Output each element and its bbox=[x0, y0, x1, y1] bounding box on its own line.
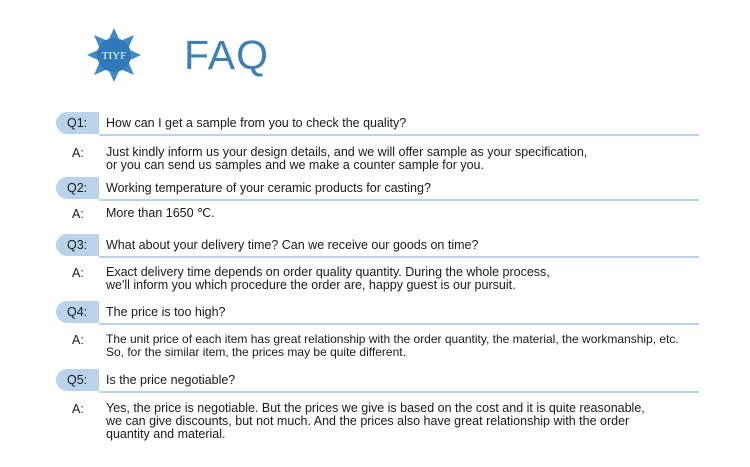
answer-label: A: bbox=[72, 402, 84, 416]
question-underline bbox=[99, 391, 699, 393]
question-badge: Q2: bbox=[56, 177, 99, 199]
question-badge: Q3: bbox=[56, 234, 99, 256]
question-badge: Q4: bbox=[56, 301, 99, 323]
faq-question-row bbox=[56, 112, 99, 134]
faq-question-row bbox=[56, 369, 99, 391]
answer-text: Exact delivery time depends on order quality quantity. During the whole process, we'll inform you which procedure the order are, happy guest is our pursuit. bbox=[106, 265, 550, 292]
faq-question-row bbox=[56, 177, 99, 199]
answer-label: A: bbox=[72, 266, 84, 280]
question-underline bbox=[99, 199, 699, 201]
question-text: What about your delivery time? Can we receive our goods on time? bbox=[106, 238, 479, 252]
question-text: Is the price negotiable? bbox=[106, 373, 236, 387]
answer-text: The unit price of each item has great relationship with the order quantity, the material, the workmanship, etc. So, for the similar item, the prices may be quite different. bbox=[106, 332, 679, 359]
faq-question-row bbox=[56, 234, 99, 256]
page-title: FAQ bbox=[184, 32, 270, 78]
question-underline bbox=[99, 134, 699, 136]
answer-label: A: bbox=[72, 146, 84, 160]
question-underline bbox=[99, 323, 699, 325]
answer-text: Yes, the price is negotiable. But the prices we give is based on the cost and it is quite reasonable, we can give discounts, but not much. And the prices also have great relationship with the order quantity and material. bbox=[106, 401, 645, 441]
answer-label: A: bbox=[72, 207, 84, 221]
company-logo bbox=[86, 27, 142, 83]
answer-text: More than 1650 ℃. bbox=[106, 206, 215, 220]
question-text: Working temperature of your ceramic products for casting? bbox=[106, 181, 431, 195]
answer-label: A: bbox=[72, 333, 84, 347]
faq-question-row bbox=[56, 301, 99, 323]
question-text: How can I get a sample from you to check the quality? bbox=[106, 116, 407, 130]
question-underline bbox=[99, 256, 699, 258]
question-text: The price is too high? bbox=[106, 305, 226, 319]
question-badge: Q1: bbox=[56, 112, 99, 134]
question-badge: Q5: bbox=[56, 369, 99, 391]
logo-star-icon bbox=[86, 27, 142, 83]
logo-text: TIYF bbox=[101, 50, 127, 62]
answer-text: Just kindly inform us your design details, and we will offer sample as your specification, or you can send us samples and we make a counter sample for you. bbox=[106, 145, 588, 172]
